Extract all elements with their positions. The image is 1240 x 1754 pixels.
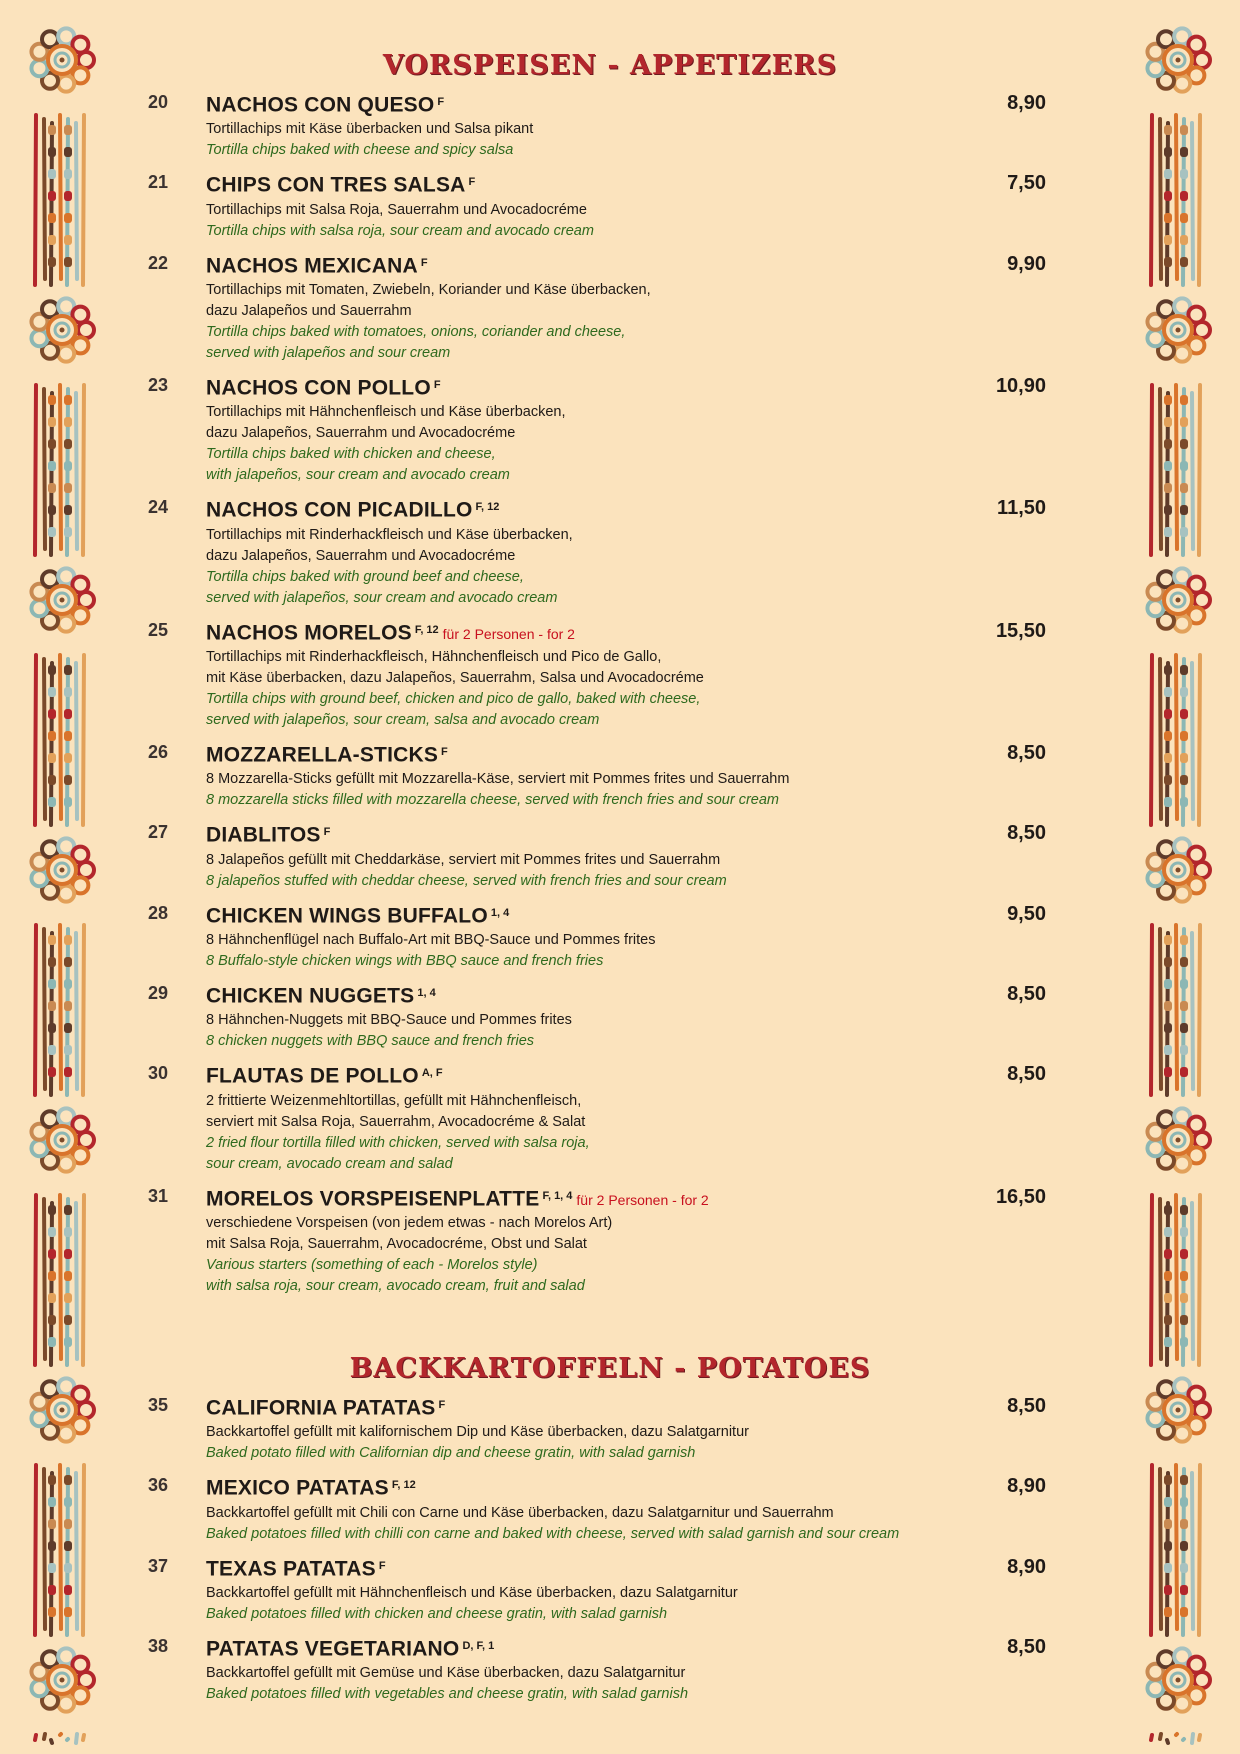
item-description-de: Backkartoffel gefüllt mit Gemüse und Käse überbacken, dazu Salatgarnitur xyxy=(206,1665,686,1682)
item-allergens: 1, 4 xyxy=(417,986,436,999)
item-name-line xyxy=(206,1061,1090,1090)
item-name-line xyxy=(206,981,1090,1010)
menu-item xyxy=(130,373,1090,486)
item-name: MOZZARELLA-STICKS xyxy=(206,743,439,767)
section-potatoes xyxy=(130,1353,1090,1705)
item-number: 36 xyxy=(148,1475,169,1496)
menu-item xyxy=(130,495,1090,608)
item-description-en: Tortilla chips baked with tomatoes, onions, coriander and cheese, served with jalapeños and sour cream xyxy=(206,323,626,361)
vertical-tribal-stripes-icon xyxy=(35,115,84,285)
item-allergens: F, 12 xyxy=(475,501,500,514)
item-name-line xyxy=(206,90,1090,119)
menu-item xyxy=(130,901,1090,972)
item-allergens: F xyxy=(433,378,441,391)
menu-item xyxy=(130,170,1090,241)
item-allergens: F xyxy=(323,826,331,839)
menu-item xyxy=(130,618,1090,731)
item-description-en: Baked potatoes filled with chilli con carne and baked with cheese, served with salad garnish and sour cream xyxy=(206,1525,900,1542)
item-allergens: F xyxy=(437,96,445,108)
item-description-de: Tortillachips mit Rinderhackfleisch, Hähnchenfleisch und Pico de Gallo, mit Käse überbacken, dazu Jalapeños, Sauerrahm, Salsa und Avocadocréme xyxy=(206,648,704,686)
item-description-en: Baked potatoes filled with vegetables and cheese gratin, with salad garnish xyxy=(206,1686,689,1703)
item-name-line xyxy=(206,901,1090,930)
section-title-appetizers: VORSPEISEN - APPETIZERS xyxy=(382,50,838,81)
item-note: für 2 Personen - for 2 xyxy=(576,1191,709,1208)
item-name: NACHOS CON POLLO xyxy=(206,376,431,400)
menu-page xyxy=(130,40,1090,1705)
item-price: 10,90 xyxy=(995,374,1046,397)
vertical-tribal-stripes-icon xyxy=(1151,115,1200,285)
left-ornament-border xyxy=(22,0,102,1754)
sun-swirl-ornament-icon xyxy=(1147,838,1210,901)
vertical-tribal-stripes-icon xyxy=(35,1465,84,1635)
sun-swirl-ornament-icon xyxy=(1147,298,1210,361)
item-name: PATATAS VEGETARIANO xyxy=(206,1637,460,1661)
vertical-tribal-stripes-icon xyxy=(1151,655,1200,825)
item-number: 29 xyxy=(148,982,169,1003)
sun-swirl-ornament-icon xyxy=(1147,1108,1210,1171)
item-name: MEXICO PATATAS xyxy=(206,1476,389,1500)
item-price: 11,50 xyxy=(997,497,1046,520)
item-description-de: 2 frittierte Weizenmehltortillas, gefüllt mit Hähnchenfleisch, serviert mit Salsa Roja, Sauerrahm, Avocadocréme & Salat xyxy=(206,1092,586,1130)
item-name: DIABLITOS xyxy=(206,823,321,847)
item-allergens: F, 12 xyxy=(391,1479,416,1492)
item-price: 8,50 xyxy=(1007,741,1046,764)
item-description-en: 8 jalapeños stuffed with cheddar cheese, served with french fries and sour cream xyxy=(206,872,727,889)
section-appetizers xyxy=(130,50,1090,1297)
item-description-en: Tortilla chips baked with cheese and spicy salsa xyxy=(206,142,514,159)
item-name: MORELOS VORSPEISENPLATTE xyxy=(206,1186,540,1210)
item-number: 30 xyxy=(148,1063,169,1084)
item-allergens: F, 1, 4 xyxy=(542,1189,573,1202)
vertical-tribal-stripes-icon xyxy=(35,385,84,555)
item-number: 20 xyxy=(148,92,169,112)
sun-swirl-ornament-icon xyxy=(31,568,94,631)
item-name-line xyxy=(206,740,1090,769)
sun-swirl-ornament-icon xyxy=(1147,1648,1210,1711)
item-allergens: 1, 4 xyxy=(490,906,510,919)
right-ornament-border xyxy=(1138,0,1218,1754)
item-name: NACHOS CON QUESO xyxy=(206,93,435,117)
sun-swirl-ornament-icon xyxy=(31,28,94,91)
item-number: 23 xyxy=(148,374,169,395)
vertical-tribal-stripes-icon xyxy=(1151,1465,1200,1635)
item-name-line xyxy=(206,1554,1090,1583)
item-number: 38 xyxy=(148,1635,169,1656)
item-price: 8,90 xyxy=(1007,1475,1046,1498)
item-name: NACHOS MORELOS xyxy=(206,620,412,644)
item-number: 28 xyxy=(148,902,169,923)
item-description-de: Backkartoffel gefüllt mit Hähnchenfleisch und Käse überbacken, dazu Salatgarnitur xyxy=(206,1584,738,1601)
item-description-de: Backkartoffel gefüllt mit Chili con Carne und Käse überbacken, dazu Salatgarnitur und Sauerrahm xyxy=(206,1504,834,1521)
item-description-de: 8 Hähnchen-Nuggets mit BBQ-Sauce und Pommes frites xyxy=(206,1012,572,1029)
item-description-de: 8 Hähnchenflügel nach Buffalo-Art mit BBQ-Sauce und Pommes frites xyxy=(206,931,656,948)
sun-swirl-ornament-icon xyxy=(1147,28,1210,91)
item-allergens: F xyxy=(438,1398,446,1411)
item-description-de: Tortillachips mit Tomaten, Zwiebeln, Koriander und Käse überbacken, dazu Jalapeños und Sauerrahm xyxy=(206,281,651,319)
item-number: 26 xyxy=(148,741,169,762)
item-name: CALIFORNIA PATATAS xyxy=(206,1396,436,1420)
menu-item xyxy=(130,981,1090,1052)
vertical-tribal-stripes-icon xyxy=(1151,1734,1200,1743)
item-name: TEXAS PATATAS xyxy=(206,1556,376,1580)
item-allergens: F xyxy=(420,256,428,269)
item-description-de: 8 Jalapeños gefüllt mit Cheddarkäse, serviert mit Pommes frites und Sauerrahm xyxy=(206,851,721,868)
item-allergens: F xyxy=(468,176,476,189)
item-description-en: Tortilla chips with salsa roja, sour cream and avocado cream xyxy=(206,222,594,239)
item-description-en: 8 chicken nuggets with BBQ sauce and french fries xyxy=(206,1033,535,1050)
item-price: 8,50 xyxy=(1007,1635,1046,1658)
menu-item xyxy=(130,1554,1090,1625)
vertical-tribal-stripes-icon xyxy=(35,1734,84,1743)
item-description-de: Tortillachips mit Rinderhackfleisch und Käse überbacken, dazu Jalapeños, Sauerrahm und Avocadocréme xyxy=(206,526,573,564)
item-description-de: Backkartoffel gefüllt mit kalifornischem Dip und Käse überbacken, dazu Salatgarnitur xyxy=(206,1424,749,1441)
sun-swirl-ornament-icon xyxy=(31,298,94,361)
item-price: 15,50 xyxy=(995,619,1046,642)
item-description-en: Various starters (something of each - Morelos style) with salsa roja, sour cream, avocado cream, fruit and salad xyxy=(206,1256,585,1294)
menu-item xyxy=(130,820,1090,891)
item-price: 7,50 xyxy=(1007,172,1046,195)
vertical-tribal-stripes-icon xyxy=(1151,1195,1200,1365)
menu-item xyxy=(130,1184,1090,1297)
item-name-line xyxy=(206,170,1090,199)
item-allergens: F xyxy=(378,1559,386,1572)
item-name-line xyxy=(206,1393,1090,1422)
item-description-de: 8 Mozzarella-Sticks gefüllt mit Mozzarella-Käse, serviert mit Pommes frites und Sauerrahm xyxy=(206,771,790,788)
item-allergens: F, 12 xyxy=(414,623,439,636)
item-description-de: verschiedene Vorspeisen (von jedem etwas - nach Morelos Art) mit Salsa Roja, Sauerrahm, Avocadocréme, Obst und Salat xyxy=(206,1214,613,1252)
item-number: 25 xyxy=(148,619,169,640)
item-description-en: Tortilla chips with ground beef, chicken and pico de gallo, baked with cheese, served with jalapeños, sour cream, salsa and avocado cream xyxy=(206,690,701,728)
sun-swirl-ornament-icon xyxy=(31,1378,94,1441)
item-description-de: Tortillachips mit Salsa Roja, Sauerrahm und Avocadocréme xyxy=(206,201,587,218)
item-description-en: 2 fried flour tortilla filled with chicken, served with salsa roja, sour cream, avocado cream and salad xyxy=(206,1134,590,1172)
potato-list xyxy=(130,1393,1090,1705)
item-description-en: 8 mozzarella sticks filled with mozzarella cheese, served with french fries and sour cream xyxy=(206,792,779,809)
item-description-en: Tortilla chips baked with ground beef and cheese, served with jalapeños, sour cream and avocado cream xyxy=(206,568,558,606)
sun-swirl-ornament-icon xyxy=(1147,568,1210,631)
item-price: 9,50 xyxy=(1007,902,1046,925)
section-title-potatoes: BACKKARTOFFELN - POTATOES xyxy=(349,1352,871,1384)
item-description-de: Tortillachips mit Hähnchenfleisch und Käse überbacken, dazu Jalapeños, Sauerrahm und Avocadocréme xyxy=(206,404,566,442)
menu-item xyxy=(130,1061,1090,1174)
item-price: 8,50 xyxy=(1007,1394,1046,1417)
menu-item xyxy=(130,251,1090,364)
item-description-de: Tortillachips mit Käse überbacken und Salsa pikant xyxy=(206,121,534,138)
item-allergens: F xyxy=(441,745,448,758)
menu-item xyxy=(130,1393,1090,1464)
item-price: 8,50 xyxy=(1007,982,1046,1005)
item-price: 8,90 xyxy=(1007,1555,1046,1578)
item-description-en: Tortilla chips baked with chicken and cheese, with jalapeños, sour cream and avocado cream xyxy=(206,446,510,484)
item-name-line xyxy=(206,1473,1090,1502)
item-description-en: Baked potatoes filled with chicken and cheese gratin, with salad garnish xyxy=(206,1605,668,1622)
item-name-line xyxy=(206,1634,1090,1663)
item-price: 8,50 xyxy=(1007,822,1046,845)
item-allergens: A, F xyxy=(421,1067,443,1080)
item-name-line xyxy=(206,618,1090,647)
item-number: 24 xyxy=(148,497,169,518)
item-name: CHICKEN NUGGETS xyxy=(206,984,415,1008)
item-name-line xyxy=(206,495,1090,524)
item-number: 37 xyxy=(148,1555,169,1576)
appetizer-list xyxy=(130,90,1090,1297)
menu-item xyxy=(130,90,1090,161)
item-number: 22 xyxy=(148,252,169,273)
menu-item xyxy=(130,1473,1090,1544)
sun-swirl-ornament-icon xyxy=(1147,1378,1210,1441)
item-number: 31 xyxy=(148,1185,169,1206)
item-name: NACHOS MEXICANA xyxy=(206,253,418,277)
item-name: CHICKEN WINGS BUFFALO xyxy=(206,903,488,927)
item-name: NACHOS CON PICADILLO xyxy=(206,498,473,522)
sun-swirl-ornament-icon xyxy=(31,1108,94,1171)
item-price: 9,90 xyxy=(1007,252,1046,275)
menu-item xyxy=(130,1634,1090,1705)
item-name: CHIPS CON TRES SALSA xyxy=(206,173,466,197)
item-price: 8,50 xyxy=(1007,1063,1046,1086)
item-price: 8,90 xyxy=(1007,92,1046,114)
item-description-en: Baked potato filled with Californian dip and cheese gratin, with salad garnish xyxy=(206,1445,696,1462)
item-name-line xyxy=(206,251,1090,280)
item-number: 21 xyxy=(148,172,169,193)
item-note: für 2 Personen - for 2 xyxy=(442,625,575,642)
item-price: 16,50 xyxy=(995,1185,1046,1208)
item-name-line xyxy=(206,373,1090,402)
sun-swirl-ornament-icon xyxy=(31,838,94,901)
sun-swirl-ornament-icon xyxy=(31,1648,94,1711)
menu-item xyxy=(130,740,1090,811)
vertical-tribal-stripes-icon xyxy=(35,1195,84,1365)
item-number: 27 xyxy=(148,822,169,843)
item-name-line xyxy=(206,1184,1090,1213)
item-number: 35 xyxy=(148,1394,169,1415)
vertical-tribal-stripes-icon xyxy=(1151,925,1200,1095)
item-name: FLAUTAS DE POLLO xyxy=(206,1064,419,1088)
vertical-tribal-stripes-icon xyxy=(1151,385,1200,555)
vertical-tribal-stripes-icon xyxy=(35,925,84,1095)
item-name-line xyxy=(206,820,1090,849)
item-allergens: D, F, 1 xyxy=(462,1639,495,1652)
vertical-tribal-stripes-icon xyxy=(35,655,84,825)
item-description-en: 8 Buffalo-style chicken wings with BBQ sauce and french fries xyxy=(206,952,604,969)
